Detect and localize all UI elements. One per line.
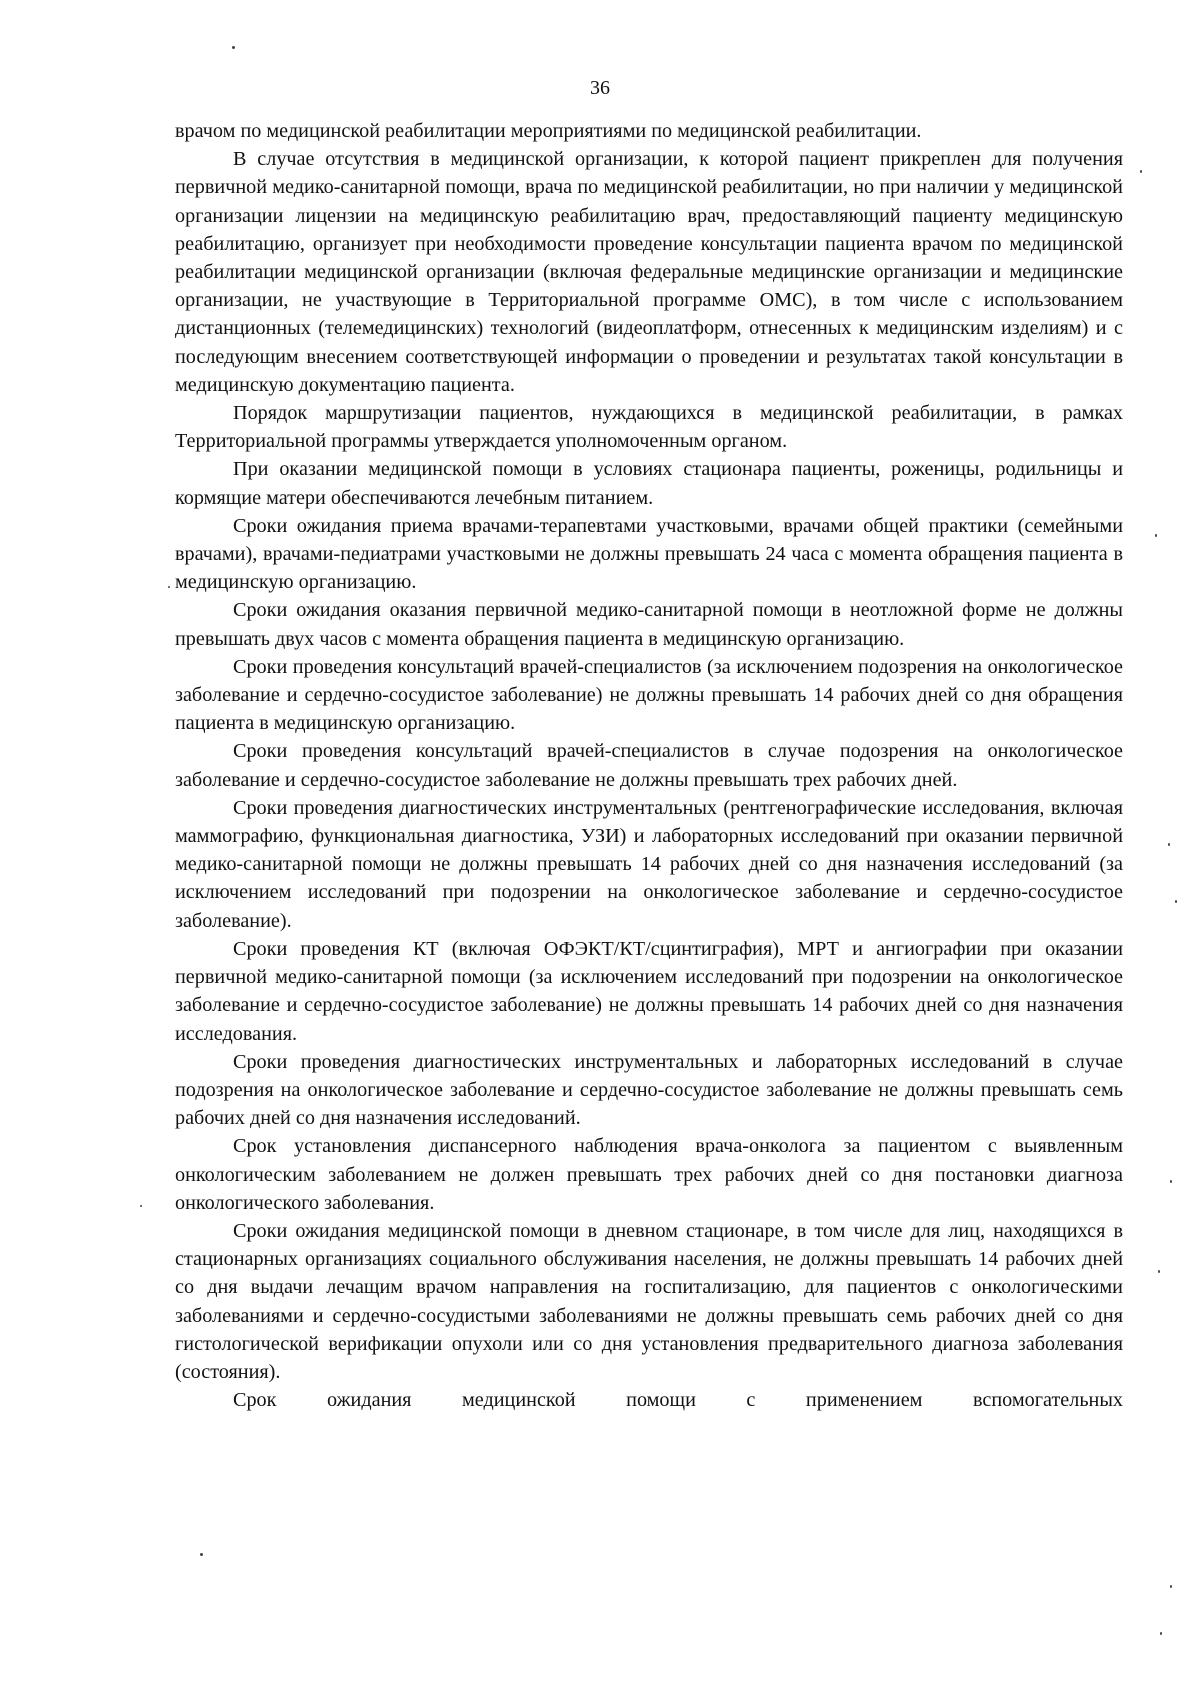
paragraph: Сроки ожидания оказания первичной медико-санитарной помощи в неотложной форме не должны превышать двух часов с момента обращения пациента в медицинскую организацию. xyxy=(175,599,1123,650)
paragraph: Сроки проведения консультаций врачей-специалистов в случае подозрения на онкологическое заболевание и сердечно-сосудистое заболевание не должны превышать трех рабочих дней. xyxy=(175,740,1123,791)
scan-speck xyxy=(1160,1632,1162,1635)
paragraph: Сроки ожидания приема врачами-терапевтами участковыми, врачами общей практики (семейными врачами), врачами-педиатрами участковыми не должны превышать 24 часа с момента обращения пациента в медицинскую организацию. xyxy=(175,514,1123,594)
scan-speck xyxy=(1155,534,1157,537)
paragraph: Порядок маршрутизации пациентов, нуждающихся в медицинской реабилитации, в рамках Территориальной программы утверждается уполномоченным органом. xyxy=(175,402,1123,453)
scan-speck xyxy=(140,1205,142,1207)
scan-speck xyxy=(1170,1585,1172,1588)
scan-speck xyxy=(1158,1270,1160,1273)
scan-speck xyxy=(200,1553,203,1556)
page-number: 36 xyxy=(590,77,610,99)
paragraph: Сроки ожидания медицинской помощи в дневном стационаре, в том числе для лиц, находящихся в стационарных организациях социального обслуживания населения, не должны превышать 14 рабочих дней со дня выдачи лечащим врачом направления на госпитализацию, для пациентов с онкологическими заболеваниями и сердечно-сосудистыми заболеваниями не должны превышать семь рабочих дней со дня гистологической верификации опухоли или со дня установления предварительного диагноза заболевания (состояния). xyxy=(175,1219,1123,1383)
paragraph: При оказании медицинской помощи в условиях стационара пациенты, роженицы, родильницы и кормящие матери обеспечиваются лечебным питанием. xyxy=(175,458,1123,509)
scan-speck xyxy=(1170,1180,1172,1183)
paragraph: Срок установления диспансерного наблюдения врача-онколога за пациентом с выявленным онкологическим заболеванием не должен превышать трех рабочих дней со дня постановки диагноза онкологического заболевания. xyxy=(175,1135,1123,1214)
paragraph-truncated: Срок ожидания медицинской помощи с применением вспомогательных xyxy=(233,1389,1123,1412)
scan-speck xyxy=(232,46,235,49)
paragraph-continuation: врачом по медицинской реабилитации мероприятиями по медицинской реабилитации. xyxy=(175,120,922,142)
document-body xyxy=(175,117,1123,1414)
paragraph: Сроки проведения консультаций врачей-специалистов (за исключением подозрения на онкологическое заболевание и сердечно-сосудистое заболевание) не должны превышать 14 рабочих дней со дня обращения пациента в медицинскую организацию. xyxy=(175,655,1123,735)
scan-speck xyxy=(1168,843,1170,846)
paragraph: Сроки проведения КТ (включая ОФЭКТ/КТ/сцинтиграфия), МРТ и ангиографии при оказании первичной медико-санитарной помощи (за исключением исследований при подозрении на онкологическое заболевание и сердечно-сосудистое заболевание) не должны превышать 14 рабочих дней со дня назначения исследования. xyxy=(175,937,1123,1045)
paragraph: В случае отсутствия в медицинской организации, к которой пациент прикреплен для получения первичной медико-санитарной помощи, врача по медицинской реабилитации, но при наличии у медицинской организации лицензии на медицинскую реабилитацию врач, предоставляющий пациенту медицинскую реабилитацию, организует при необходимости проведение консультации пациента врачом по медицинской реабилитации медицинской организации (включая федеральные медицинские организации и медицинские организации, не участвующие в Территориальной программе ОМС), в том числе с использованием дистанционных (телемедицинских) технологий (видеоплатформ, отнесенных к медицинским изделиям) и с последующим внесением соответствующей информации о проведении и результатах такой консультации в медицинскую документацию пациента. xyxy=(175,148,1123,396)
scan-speck xyxy=(1140,170,1142,173)
scan-speck xyxy=(1175,900,1177,903)
paragraph: Сроки проведения диагностических инструментальных и лабораторных исследований в случае подозрения на онкологическое заболевание и сердечно-сосудистое заболевание не должны превышать семь рабочих дней со дня назначения исследований. xyxy=(175,1050,1123,1130)
scan-speck xyxy=(168,586,170,588)
paragraph: Сроки проведения диагностических инструментальных (рентгенографические исследования, включая маммографию, функциональная диагностика, УЗИ) и лабораторных исследований при оказании первичной медико-санитарной помощи не должны превышать 14 рабочих дней со дня назначения исследований (за исключением исследований при подозрении на онкологическое заболевание и сердечно-сосудистое заболевание). xyxy=(175,796,1123,932)
